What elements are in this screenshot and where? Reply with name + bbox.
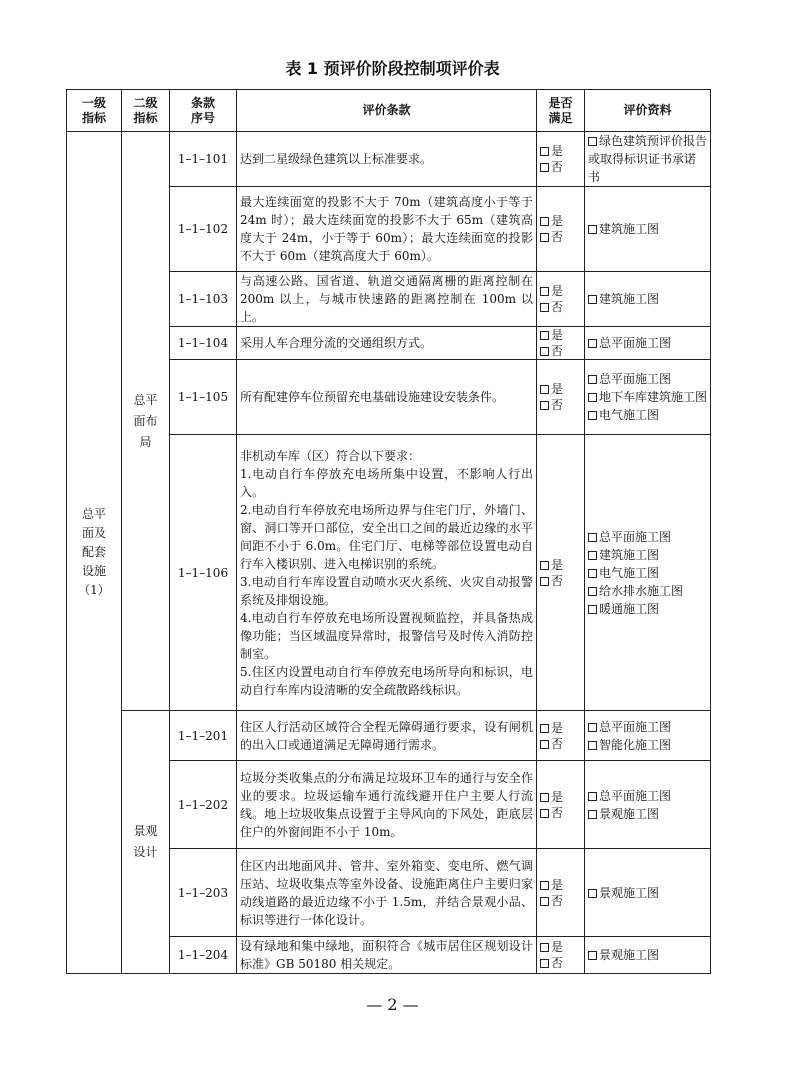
met-selector [537,849,585,937]
clause-paragraph: 最大连续面宽的投影不大于 70m（建筑高度小于等于 24m 时）；最大连续面宽的投影不大于 65m（建筑高度大于 24m，小于等于 60m）；最大连续面宽的投影不大于 60m（建筑高度大于 60m）。 [240,195,533,263]
doc-item[interactable] [588,132,707,186]
level1-line: 配套 [81,545,106,559]
level1-line: （1） [78,583,110,597]
checkbox-yes[interactable] [540,724,549,733]
doc-item[interactable] [588,787,707,805]
checkbox-doc[interactable] [588,225,597,234]
doc-item[interactable] [588,290,707,308]
met-option-no[interactable] [540,805,581,821]
checkbox-no[interactable] [540,233,549,242]
clause-number: 1–1–105 [170,360,237,435]
doc-item[interactable] [588,884,707,902]
doc-item[interactable] [588,334,707,352]
clause-paragraph: 住区人行活动区域符合全程无障碍通行要求，设有闸机的出入口或通道满足无障碍通行需求。 [240,719,533,752]
clause-paragraph: 垃圾分类收集点的分布满足垃圾环卫车的通行与安全作业的要求。垃圾运输车通行流线避开住户主要人行流线。地上垃圾收集点设置于主导风向的下风处，距底层住户的外窗间距不小于 10m。 [240,770,533,839]
doc-label: 总平面施工图 [599,372,672,386]
header-docs: 评价资料 [585,90,711,132]
checkbox-yes[interactable] [540,881,549,890]
doc-item[interactable] [588,564,707,582]
met-option-label: 是 [551,720,564,735]
clause-paragraph: 非机动车库（区）符合以下要求： [240,448,421,463]
control-item-table [66,89,711,974]
level2-indicator [122,711,170,974]
clause-paragraph: 达到二星级绿色建筑以上标准要求。 [240,152,433,166]
met-option-no[interactable] [540,299,581,315]
checkbox-doc[interactable] [588,411,597,420]
met-selector [537,327,585,360]
met-option-yes[interactable] [540,213,581,229]
met-option-no[interactable] [540,955,581,971]
met-option-label: 是 [551,144,564,158]
clause-number: 1–1–101 [170,132,237,187]
checkbox-doc[interactable] [588,375,597,384]
checkbox-doc[interactable] [588,533,597,542]
checkbox-no[interactable] [540,809,549,818]
doc-item[interactable] [588,582,707,600]
checkbox-doc[interactable] [588,339,597,348]
checkbox-doc[interactable] [588,295,597,304]
met-option-label: 否 [551,344,564,358]
doc-item[interactable] [588,546,707,564]
clause-number: 1–1–103 [170,272,237,327]
checkbox-yes[interactable] [540,385,549,394]
doc-item[interactable] [588,805,707,823]
doc-label: 给水排水施工图 [599,583,684,598]
doc-label: 总平面施工图 [599,719,672,734]
met-option-yes[interactable] [540,557,581,573]
checkbox-yes[interactable] [540,943,549,952]
clause-text [237,711,537,761]
doc-label: 总平面施工图 [599,529,672,544]
clause-paragraph: 与高速公路、国省道、轨道交通隔离栅的距离控制在 200m 以上，与城市快速路的距离控制在 100m 以上。 [240,274,533,324]
met-option-label: 是 [551,214,564,228]
checkbox-doc[interactable] [588,792,597,801]
checkbox-no[interactable] [540,897,549,906]
doc-label: 建筑施工图 [599,292,660,306]
met-selector [537,711,585,761]
evaluation-docs [585,187,711,272]
clause-number: 1–1–202 [170,761,237,849]
clause-paragraph: 2.电动自行车停放充电场所边界与住宅门厅，外墙门、窗、洞口等开口部位，安全出口之间的最近边缘的水平间距不小于 6.0m。住宅门厅、电梯等部位设置电动自行车入楼识别、进入电梯识别的系统。 [240,502,533,571]
met-option-yes[interactable] [540,143,581,159]
met-option-no[interactable] [540,736,581,752]
clause-paragraph: 采用人车合理分流的交通组织方式。 [240,336,433,350]
checkbox-no[interactable] [540,959,549,968]
evaluation-docs [585,761,711,849]
doc-item[interactable] [588,600,707,618]
clause-number: 1–1–104 [170,327,237,360]
met-option-label: 否 [551,398,564,412]
met-option-no[interactable] [540,159,581,175]
page-number: — 2 — [366,995,419,1014]
checkbox-no[interactable] [540,303,549,312]
header-level1: 一级 指标 [67,90,122,132]
evaluation-docs [585,849,711,937]
header-row [67,90,711,132]
evaluation-docs [585,272,711,327]
clause-text [237,360,537,435]
clause-number: 1–1–204 [170,937,237,974]
checkbox-doc[interactable] [588,587,597,596]
met-option-yes[interactable] [540,877,581,893]
met-option-label: 否 [551,300,564,314]
level2-line: 面布 [133,413,158,428]
level1-line: 面及 [81,526,106,540]
clause-text [237,937,537,974]
evaluation-docs [585,435,711,711]
clause-text [237,132,537,187]
doc-label: 暖通施工图 [599,601,660,616]
checkbox-doc[interactable] [588,551,597,560]
doc-label: 总平面施工图 [599,336,672,350]
evaluation-docs [585,937,711,974]
met-option-yes[interactable] [540,720,581,736]
met-option-label: 是 [551,328,564,342]
checkbox-yes[interactable] [540,147,549,156]
checkbox-no[interactable] [540,740,549,749]
level1-line: 设施 [81,564,106,578]
met-selector [537,937,585,974]
met-option-no[interactable] [540,229,581,245]
met-option-label: 是 [551,382,564,396]
checkbox-no[interactable] [540,347,549,356]
met-selector [537,435,585,711]
table-row [67,132,711,187]
checkbox-doc[interactable] [588,569,597,578]
clause-paragraph: 住区内出地面风井、管井、室外箱变、变电所、燃气调压站、垃圾收集点等室外设备、设施距离住户主要归家动线道路的最近边缘不小于 1.5m，并结合景观小品、标识等进行一体化设计。 [240,858,533,927]
checkbox-yes[interactable] [540,793,549,802]
checkbox-doc[interactable] [588,137,597,146]
level2-indicator [122,132,170,711]
evaluation-docs [585,132,711,187]
met-option-label: 是 [551,940,564,954]
doc-label: 总平面施工图 [599,788,672,803]
clause-paragraph: 所有配建停车位预留充电基础设施建设安装条件。 [240,390,505,404]
met-option-label: 是 [551,877,564,892]
doc-label: 电气施工图 [599,408,660,422]
checkbox-no[interactable] [540,577,549,586]
checkbox-yes[interactable] [540,217,549,226]
met-selector [537,360,585,435]
doc-item[interactable] [588,388,707,406]
met-option-yes[interactable] [540,327,581,343]
met-option-label: 是 [551,789,564,804]
checkbox-doc[interactable] [588,741,597,750]
clause-paragraph: 设有绿地和集中绿地，面积符合《城市居住区规划设计标准》GB 50180 相关规定。 [240,939,533,971]
evaluation-docs [585,360,711,435]
clause-number: 1–1–201 [170,711,237,761]
clause-text [237,327,537,360]
clause-text [237,187,537,272]
met-option-no[interactable] [540,397,581,413]
doc-label: 景观施工图 [599,948,660,962]
level1-indicator [67,132,122,974]
checkbox-doc[interactable] [588,723,597,732]
clause-paragraph: 1.电动自行车停放充电场所集中设置，不影响人行出入。 [240,466,533,499]
met-option-label: 否 [551,956,564,970]
met-option-yes[interactable] [540,939,581,955]
clause-number: 1–1–102 [170,187,237,272]
met-option-no[interactable] [540,573,581,589]
met-selector [537,132,585,187]
met-selector [537,761,585,849]
checkbox-no[interactable] [540,401,549,410]
clause-paragraph: 4.电动自行车停放充电场所设置视频监控，并具备热成像功能；当区域温度异常时，报警信号及时传入消防控制室。 [240,610,533,661]
doc-item[interactable] [588,370,707,388]
clause-number: 1–1–203 [170,849,237,937]
doc-item[interactable] [588,946,707,964]
met-option-yes[interactable] [540,789,581,805]
checkbox-yes[interactable] [540,331,549,340]
met-option-no[interactable] [540,343,581,359]
checkbox-no[interactable] [540,163,549,172]
checkbox-doc[interactable] [588,393,597,402]
checkbox-yes[interactable] [540,561,549,570]
clause-text [237,849,537,937]
doc-item[interactable] [588,528,707,546]
doc-label: 建筑施工图 [599,547,660,562]
clause-text [237,272,537,327]
level2-line: 局 [139,434,152,449]
header-met: 是否 满足 [537,90,585,132]
checkbox-doc[interactable] [588,810,597,819]
doc-label: 景观施工图 [599,885,660,900]
doc-label: 景观施工图 [599,806,660,821]
met-selector [537,272,585,327]
header-level2: 二级 指标 [122,90,170,132]
table-title: 表 1 预评价阶段控制项评价表 [285,59,500,78]
met-option-label: 否 [551,893,564,908]
clause-text [237,761,537,849]
doc-label: 建筑施工图 [599,222,660,236]
met-option-label: 否 [551,736,564,751]
met-option-label: 是 [551,557,564,572]
level2-line: 设计 [133,845,158,859]
doc-item[interactable] [588,736,707,754]
clause-paragraph: 3.电动自行车库设置自动喷水灭火系统、火灾自动报警系统及排烟设施。 [240,574,533,607]
doc-label: 绿色建筑预评价报告或取得标识证书承诺书 [588,134,708,184]
met-option-no[interactable] [540,893,581,909]
met-option-label: 否 [551,160,564,174]
met-option-yes[interactable] [540,381,581,397]
met-selector [537,187,585,272]
checkbox-doc[interactable] [588,951,597,960]
doc-item[interactable] [588,406,707,424]
table-row [67,711,711,761]
clause-text [237,435,537,711]
evaluation-docs [585,711,711,761]
header-clause-no: 条款 序号 [170,90,237,132]
checkbox-doc[interactable] [588,605,597,614]
checkbox-yes[interactable] [540,287,549,296]
clause-number: 1–1–106 [170,435,237,711]
level2-line: 景观 [133,824,158,838]
met-option-label: 否 [551,805,564,820]
level1-line: 总平 [81,507,106,521]
level2-line: 总平 [133,392,158,407]
header-clause: 评价条款 [237,90,537,132]
checkbox-doc[interactable] [588,889,597,898]
met-option-yes[interactable] [540,283,581,299]
doc-item[interactable] [588,718,707,736]
evaluation-docs [585,327,711,360]
clause-paragraph: 5.住区内设置电动自行车停放充电场所导向和标识，电动自行车库内设清晰的安全疏散路线标识。 [240,664,533,697]
met-option-label: 否 [551,573,564,588]
doc-label: 智能化施工图 [599,737,672,752]
doc-item[interactable] [588,220,707,238]
doc-label: 地下车库建筑施工图 [599,390,708,404]
met-option-label: 是 [551,284,564,298]
doc-label: 电气施工图 [599,565,660,580]
met-option-label: 否 [551,230,564,244]
